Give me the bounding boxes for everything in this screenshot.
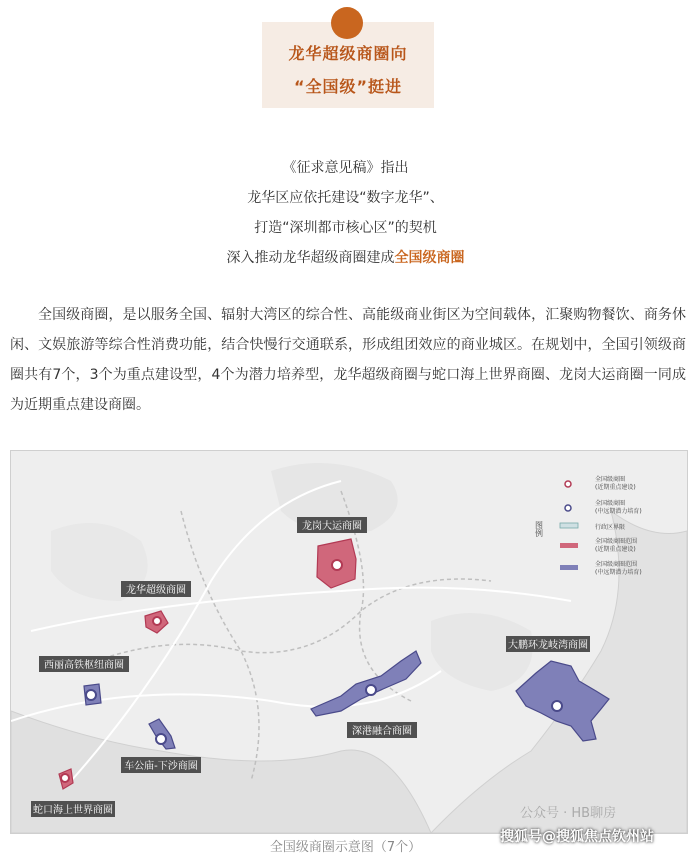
shekou-marker — [61, 774, 69, 782]
label-longgang: 龙岗大运商圈 — [302, 521, 362, 532]
legend-item5-sub: (中远期潜力培育) — [595, 569, 642, 576]
shengang-marker — [366, 685, 376, 695]
legend-potential-range-swatch — [560, 565, 578, 570]
legend-title: 图例 — [534, 521, 544, 537]
watermark-official-account: 公众号 · HB聊房 — [520, 806, 617, 821]
legend-boundary-swatch — [560, 523, 578, 528]
legend-item2-sub: (中远期潜力培育) — [595, 508, 642, 515]
longgang-marker — [332, 560, 342, 570]
label-longhua: 龙华超级商圈 — [126, 585, 186, 596]
quote-line-4-prefix: 深入推动龙华超级商圈建成 — [226, 250, 395, 266]
quote-line-2: 龙华区应依托建设“数字龙华”、 — [247, 190, 444, 206]
legend-item1-sub: (近期重点建设) — [595, 484, 636, 491]
dapeng-marker — [552, 701, 562, 711]
legend-item4-sub: (近期重点建设) — [595, 546, 636, 553]
longhua-marker — [153, 617, 161, 625]
quote-highlight: 全国级商圈 — [394, 250, 465, 266]
legend-item2: 全国级商圈 — [595, 500, 626, 507]
label-shengang: 深港融合商圈 — [352, 726, 412, 737]
label-chegongmiao: 车公庙-下沙商圈 — [124, 761, 198, 772]
body-paragraph: 全国级商圈，是以服务全国、辐射大湾区的综合性、高能级商业街区为空间载体，汇聚购物餐饮、商务休闲、文娱旅游等综合性消费功能，结合快慢行交通联系，形成组团效应的商业城区。在规划中，全国引领级商圈共有7个，3个为重点建设型，4个为潜力培养型，龙华超级商圈与蛇口海上世界商圈、龙岗大运商圈一同成为近期重点建设商圈。 — [10, 307, 686, 413]
chegongmiao-marker — [156, 734, 166, 744]
district-boundary-2 — [181, 511, 259, 781]
legend-potential-marker — [565, 505, 571, 511]
legend-item1: 全国级商圈 — [595, 476, 626, 483]
quote-line-4 — [0, 247, 691, 267]
label-xili: 西丽高铁枢纽商圈 — [44, 660, 124, 671]
legend-item4: 全国级商圈范围 — [595, 538, 638, 545]
title-dot-decoration — [331, 7, 363, 39]
title-line-2: “全国级”挺进 — [293, 77, 403, 96]
commercial-district-map — [10, 450, 688, 834]
legend-key-range-swatch — [560, 543, 578, 548]
quote-line-3: 打造“深圳都市核心区”的契机 — [254, 220, 437, 236]
legend-item3: 行政区界限 — [595, 524, 626, 531]
title-line-1: 龙华超级商圈向 — [288, 44, 408, 63]
shengang-district-area — [311, 651, 421, 716]
xili-marker — [86, 690, 96, 700]
map-caption: 全国级商圈示意图（7个） — [269, 840, 422, 855]
quote-line-1: 《征求意见稿》指出 — [282, 160, 409, 176]
label-shekou: 蛇口海上世界商圈 — [33, 805, 113, 816]
map-svg — [11, 451, 687, 833]
label-dapeng: 大鹏环龙岐湾商圈 — [508, 640, 588, 651]
legend-item5: 全国级商圈范围 — [595, 561, 638, 568]
watermark-sohu: 搜狐号@搜狐焦点钦州站 — [500, 829, 654, 845]
legend-key-marker — [565, 481, 571, 487]
